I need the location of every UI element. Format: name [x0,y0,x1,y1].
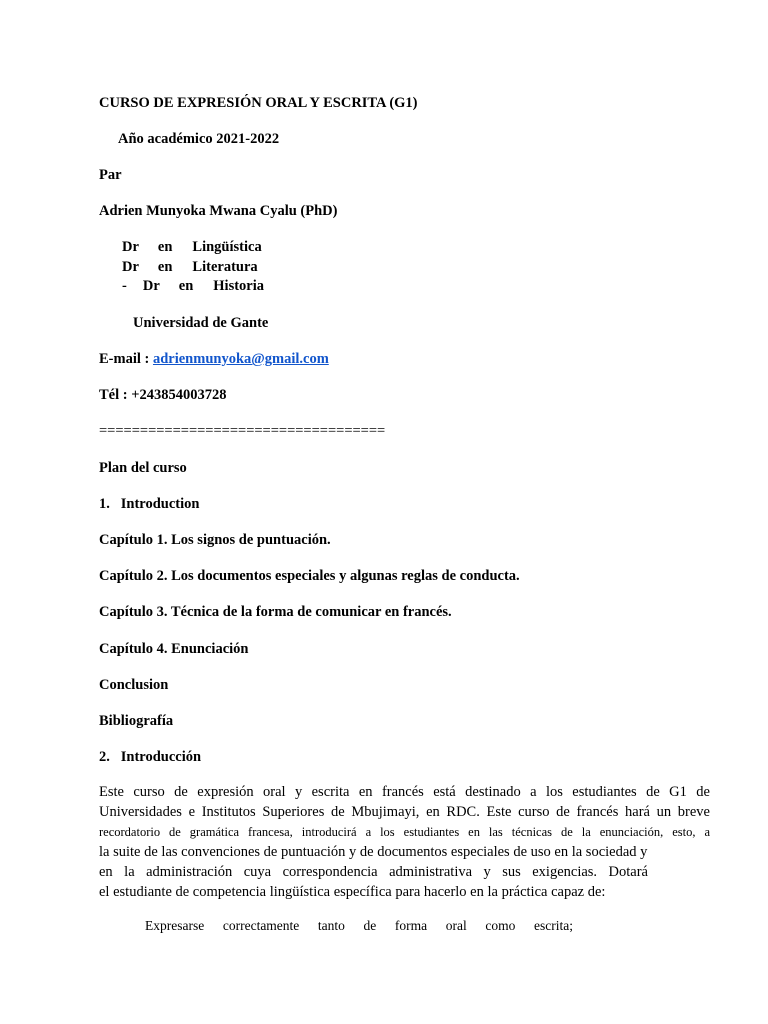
phone-line: Tél : +243854003728 [99,387,227,403]
plan-intro: 1. Introduction [99,496,200,512]
list-dash: - [122,278,127,294]
author-name: Adrien Munyoka Mwana Cyalu (PhD) [99,203,338,219]
plan-chapter-2: Capítulo 2. Los documentos especiales y algunas reglas de conducta. [99,568,520,584]
paragraph-line: la suite de las convenciones de puntuación y de documentos especiales de uso en la sociedad y [99,844,648,860]
university-name: Universidad de Gante [133,315,269,331]
plan-bibliography: Bibliografía [99,713,174,729]
credential-history [122,277,264,295]
course-title: CURSO DE EXPRESIÓN ORAL Y ESCRITA (G1) [99,95,418,111]
credential-field: Literatura [192,259,258,275]
paragraph-line: recordatorio de gramática francesa, introducirá a los estudiantes en las técnicas de la enunciación, esto, a [99,825,710,839]
credential-degree: Dr [122,259,139,275]
separator-line: =================================== [99,423,386,439]
section-2-heading: 2. Introducción [99,749,202,765]
credential-literature [122,258,258,276]
plan-title: Plan del curso [99,460,187,476]
plan-conclusion: Conclusion [99,677,169,693]
introduction-paragraph [99,782,710,902]
credential-degree: Dr [142,278,160,294]
plan-chapter-3: Capítulo 3. Técnica de la forma de comunicar en francés. [99,604,452,620]
email-line [99,350,329,368]
by-label: Par [99,167,122,183]
credential-preposition: en [157,239,173,255]
credential-preposition: en [157,259,173,275]
email-link[interactable]: adrienmunyoka@gmail.com [152,351,329,367]
paragraph-line: el estudiante de competencia lingüística específica para hacerlo en la práctica capaz de: [99,884,606,900]
plan-chapter-1: Capítulo 1. Los signos de puntuación. [99,532,331,548]
objective-item: Expresarse correctamente tanto de forma oral como escrita; [145,918,573,933]
academic-year: Año académico 2021-2022 [118,131,280,147]
credential-linguistics [122,238,262,256]
credential-degree: Dr [122,239,139,255]
plan-chapter-4: Capítulo 4. Enunciación [99,641,249,657]
credential-field: Historia [213,278,265,294]
paragraph-line: en la administración cuya correspondencia administrativa y sus exigencias. Dotará [99,864,648,880]
credential-preposition: en [178,278,194,294]
credential-field: Lingüística [192,239,262,255]
email-label: E-mail : [99,351,150,367]
paragraph-line: Este curso de expresión oral y escrita en francés está destinado a los estudiantes de G1 de [99,784,710,800]
paragraph-line: Universidades e Institutos Superiores de Mbujimayi, en RDC. Este curso de francés hará un breve [99,804,710,820]
